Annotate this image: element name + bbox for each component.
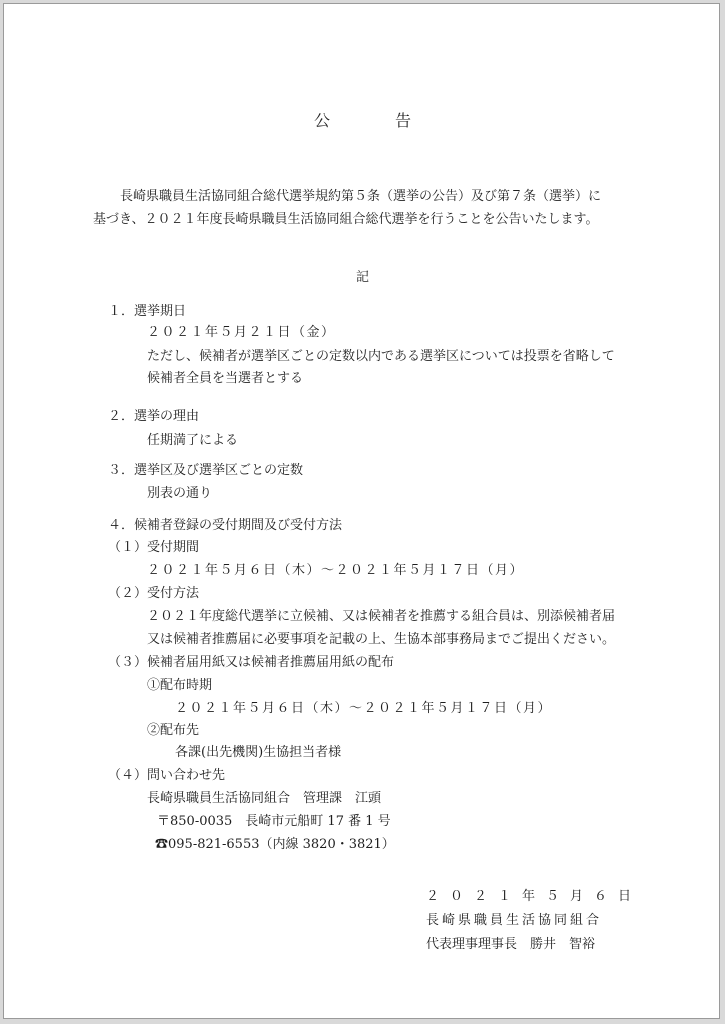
signature-representative: 代表理事理事長 勝井 智裕 (426, 937, 596, 952)
section-4-heading: ４．候補者登録の受付期間及び受付方法 (108, 518, 343, 533)
signature-date: ２０２１年５月６日 (426, 889, 643, 904)
contact-phone: ☎095‑821‑6553（内線 3820・3821） (155, 837, 395, 852)
section-4-2-body-1: ２０２１年度総代選挙に立候補、又は候補者を推薦する組合員は、別添候補者届 (147, 609, 616, 624)
ki-heading: 記 (355, 270, 369, 285)
section-4-2-body-2: 又は候補者推薦届に必要事項を記載の上、生協本部事務局までご提出ください。 (147, 632, 616, 647)
contact-address: 〒850‑0035 長崎市元船町 17 番 1 号 (157, 814, 391, 829)
intro-line-1: 長崎県職員生活協同組合総代選挙規約第５条（選挙の公告）及び第７条（選挙）に (120, 189, 602, 204)
section-4-3-sub-1-label: ①配布時期 (147, 678, 213, 693)
section-1-date: ２０２１年５月２１日（金） (147, 325, 336, 340)
intro-line-2: 基づき、２０２１年度長崎県職員生活協同組合総代選挙を行うことを公告いたします。 (93, 212, 599, 227)
section-1-note-1: ただし、候補者が選挙区ごとの定数以内である選挙区については投票を省略して (147, 349, 615, 364)
section-4-3-label: （３）候補者届用紙又は候補者推薦届用紙の配布 (108, 655, 395, 670)
section-4-1-label: （１）受付期間 (108, 540, 200, 555)
contact-organization: 長崎県職員生活協同組合 管理課 江頭 (147, 791, 382, 806)
section-2-body: 任期満了による (147, 433, 239, 448)
section-1-note-2: 候補者全員を当選者とする (147, 371, 304, 386)
section-2-heading: ２．選挙の理由 (108, 409, 200, 424)
document-title: 公 告 (313, 111, 442, 130)
section-4-3-sub-1-body: ２０２１年５月６日（木）～２０２１年５月１７日（月） (175, 701, 553, 716)
section-4-2-label: （２）受付方法 (108, 586, 200, 601)
section-4-4-label: （４）問い合わせ先 (108, 768, 226, 783)
section-3-body: 別表の通り (147, 486, 213, 501)
section-3-heading: ３．選挙区及び選挙区ごとの定数 (108, 463, 304, 478)
section-4-3-sub-2-body: 各課(出先機関)生協担当者様 (175, 745, 342, 760)
section-4-1-body: ２０２１年５月６日（木）～２０２１年５月１７日（月） (147, 563, 525, 578)
document-page (3, 3, 720, 1019)
section-1-heading: １．選挙期日 (108, 304, 187, 319)
section-4-3-sub-2-label: ②配布先 (147, 723, 200, 738)
signature-organization: 長崎県職員生活協同組合 (426, 913, 603, 928)
